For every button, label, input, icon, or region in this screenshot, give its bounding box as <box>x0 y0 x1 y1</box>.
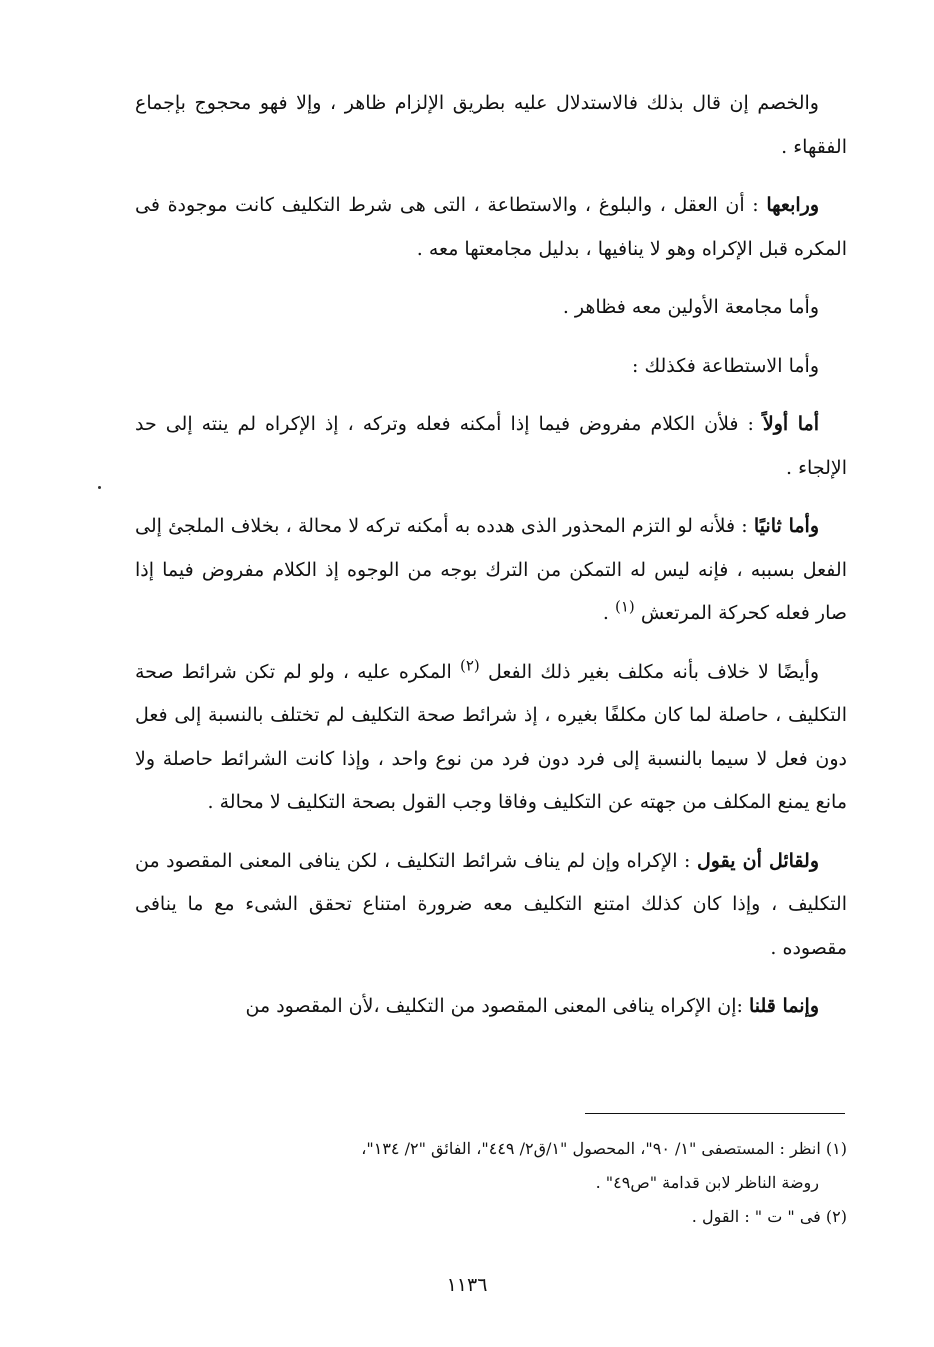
paragraph-8-lead: ولقائل أن يقول <box>696 849 819 872</box>
paragraph-5 <box>135 403 847 490</box>
paragraph-7-text-b: المكره عليه ، ولو لم تكن شرائط صحة التكليف ، حاصلة لما كان مكلفًا بغيره ، إذ شرائط صحة التكليف لم تختلف بالنسبة إلى فعل دون فعل لا سيما بالنسبة إلى فرد دون فرد من نوع واحد ، وإذا كانت الشرائط حاصلة ولا مانع يمنع المكلف من جهته عن التكليف وفاقا وجب القول بصحة التكليف لا محالة . <box>135 660 847 813</box>
paragraph-4-text: وأما الاستطاعة فكذلك : <box>632 354 819 377</box>
footnote-1-line-2: روضة الناظر لابن قدامة "ص٤٩" . <box>595 1173 819 1192</box>
paragraph-7-text-a: وأيضًا لا خلاف بأنه مكلف بغير ذلك الفعل <box>487 660 820 683</box>
footnotes <box>135 1132 847 1234</box>
page-number: ١١٣٦ <box>446 1274 488 1296</box>
paragraph-9-lead: وإنما قلنا <box>748 995 819 1017</box>
paragraph-6-end: . <box>602 602 615 624</box>
paragraph-6 <box>135 505 847 636</box>
body-text <box>135 82 847 1044</box>
paragraph-1 <box>135 82 847 169</box>
paragraph-3-text: وأما مجامعة الأولين معه فظاهر . <box>562 296 819 318</box>
paragraph-8 <box>135 840 847 971</box>
paragraph-2-text: : أن العقل ، والبلوغ ، والاستطاعة ، التى هى شرط التكليف كانت موجودة فى المكره قبل الإكراه وهو لا ينافيها ، بدليل مجامعتها معه . <box>135 194 847 260</box>
footnote-mark-1[interactable]: (١) <box>614 597 635 616</box>
footnote-2: (٢) فى " ت " : القول . <box>691 1207 847 1226</box>
paragraph-7 <box>135 651 847 825</box>
paragraph-1-text: والخصم إن قال بذلك فالاستدلال عليه بطريق الإلزام ظاهر ، وإلا فهو محجوج بإجماع الفقهاء . <box>135 92 847 158</box>
paragraph-6-text: : فلأنه لو التزم المحذور الذى هدده به أمكنه تركه لا محالة ، بخلاف الملجئ إلى الفعل بسببه ، فإنه ليس له التمكن من الترك بوجه من الوجوه إذ الكلام مفروض فيما إذا صار فعله كحركة المرتعش <box>135 515 847 624</box>
margin-speck <box>98 486 101 489</box>
paragraph-9-text: :إن الإكراه ينافى المعنى المقصود من التكليف ،لأن المقصود من <box>245 995 749 1017</box>
paragraph-4 <box>135 345 847 389</box>
paragraph-2-lead: ورابعها <box>766 194 819 216</box>
paragraph-5-lead: أما أولاً <box>762 413 819 435</box>
footnote-divider <box>585 1113 845 1114</box>
paragraph-5-text: : فلأن الكلام مفروض فيما إذا أمكنه فعله وتركه ، إذ الإكراه لم ينته إلى حد الإلجاء . <box>135 413 847 479</box>
paragraph-2 <box>135 184 847 271</box>
paragraph-3 <box>135 286 847 330</box>
footnote-1-line-1: (١) انظر : المستصفى "١/ ٩٠"، المحصول "١/ق٢/ ٤٤٩"، الفائق "٢/ ١٣٤"، <box>361 1139 847 1158</box>
paragraph-8-text: : الإكراه وإن لم يناف شرائط التكليف ، لكن ينافى المعنى المقصود من التكليف ، وإذا كان كذلك امتنع التكليف معه ضرورة امتناع تحقق الشىء مع ما ينافى مقصوده . <box>135 849 847 959</box>
paragraph-9 <box>135 985 847 1029</box>
footnote-mark-2[interactable]: (٢) <box>459 656 480 675</box>
paragraph-6-lead: وأما ثانيًا <box>753 515 819 537</box>
